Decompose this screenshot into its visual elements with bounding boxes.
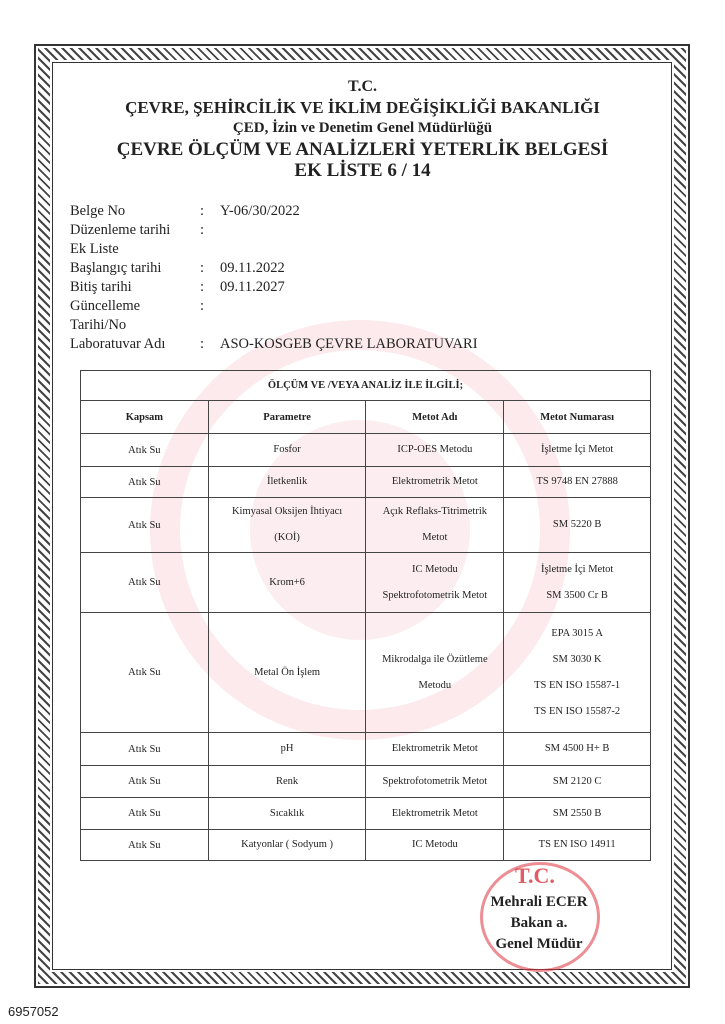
cell-kapsam: Atık Su	[81, 830, 209, 861]
info-colon: :	[200, 336, 205, 352]
cell-line: Katyonlar ( Sodyum )	[241, 839, 334, 850]
cell-line: Mikrodalga ile Özütleme	[382, 653, 488, 665]
cell-line: SM 4500 H+ B	[544, 743, 610, 754]
header-certificate-title: ÇEVRE ÖLÇÜM VE ANALİZLERİ YETERLİK BELGESİ	[116, 139, 609, 160]
cell-line: Sıcaklık	[269, 807, 305, 819]
cell-numara	[504, 613, 651, 733]
cell-numara	[504, 553, 651, 613]
signatory-on-behalf: Bakan a.	[510, 915, 568, 931]
cell-parametre	[208, 498, 366, 553]
cell-line: SM 5220 B	[552, 519, 602, 530]
cell-line: SM 3030 K	[552, 653, 602, 665]
scope-table	[80, 370, 651, 861]
document-header	[60, 76, 665, 181]
cell-line: Elektrometrik Metot	[391, 807, 478, 819]
table-row	[81, 553, 651, 613]
info-value: 09.11.2022	[220, 260, 285, 276]
table-row	[81, 798, 651, 830]
cell-kapsam: Atık Su	[81, 798, 209, 830]
cell-numara	[504, 766, 651, 798]
info-colon: :	[200, 298, 205, 314]
cell-metot	[366, 498, 504, 553]
signatory-title: Genel Müdür	[495, 936, 583, 952]
info-value: ASO-KOSGEB ÇEVRE LABORATUVARI	[220, 336, 478, 352]
cell-kapsam: Atık Su	[81, 467, 209, 498]
cell-numara	[504, 467, 651, 498]
cell-line: Elektrometrik Metot	[391, 476, 478, 487]
col-header-metot-numarasi: Metot Numarası	[504, 401, 651, 434]
signatory-name: Mehrali ECER	[490, 894, 588, 910]
cell-metot	[366, 766, 504, 798]
table-row	[81, 766, 651, 798]
cell-metot	[366, 830, 504, 861]
stamp-text: T.C.	[515, 863, 555, 888]
document-number: 6957052	[8, 1004, 59, 1019]
cell-line: pH	[280, 743, 294, 754]
col-header-kapsam: Kapsam	[81, 401, 209, 434]
cell-numara	[504, 434, 651, 467]
cell-kapsam: Atık Su	[81, 613, 209, 733]
cell-line: SM 2550 B	[552, 807, 602, 819]
col-header-parametre: Parametre	[208, 401, 366, 434]
cell-line: TS EN ISO 15587-1	[534, 679, 621, 691]
header-ministry: ÇEVRE, ŞEHİRCİLİK VE İKLİM DEĞİŞİKLİĞİ BAKANLIĞI	[125, 98, 600, 117]
col-header-metot-adi: Metot Adı	[366, 401, 504, 434]
cell-kapsam: Atık Su	[81, 553, 209, 613]
cell-parametre	[208, 467, 366, 498]
table-row	[81, 613, 651, 733]
cell-line: IC Metodu	[411, 563, 458, 575]
signature-block	[484, 892, 594, 955]
cell-parametre	[208, 733, 366, 766]
cell-kapsam: Atık Su	[81, 434, 209, 467]
cell-line: SM 3500 Cr B	[546, 589, 608, 601]
info-label: Tarihi/No	[70, 317, 127, 333]
table-row	[81, 830, 651, 861]
cell-line: Metot	[422, 532, 448, 543]
cell-line: TS 9748 EN 27888	[536, 476, 618, 487]
cell-line: Spektrofotometrik Metot	[382, 775, 488, 787]
cell-line: Krom+6	[269, 576, 305, 588]
info-label: Laboratuvar Adı	[70, 336, 166, 352]
table-row	[81, 498, 651, 553]
cell-metot	[366, 613, 504, 733]
cell-line: IC Metodu	[411, 839, 458, 850]
cell-kapsam: Atık Su	[81, 733, 209, 766]
cell-line: Metal Ön İşlem	[254, 666, 321, 678]
cell-line: Açık Reflaks-Titrimetrik	[382, 506, 487, 517]
cell-kapsam: Atık Su	[81, 498, 209, 553]
cell-line: SM 2120 C	[552, 775, 602, 787]
header-tc: T.C.	[347, 78, 378, 95]
cell-line: İletkenlik	[266, 476, 308, 487]
cell-metot	[366, 434, 504, 467]
info-value: Y-06/30/2022	[220, 203, 300, 219]
cell-line: Elektrometrik Metot	[391, 743, 478, 754]
table-row	[81, 434, 651, 467]
cell-line: TS EN ISO 15587-2	[534, 705, 621, 717]
cell-metot	[366, 733, 504, 766]
cell-line: Renk	[276, 775, 299, 787]
cell-parametre	[208, 766, 366, 798]
info-colon: :	[200, 222, 205, 238]
info-colon: :	[200, 203, 205, 219]
cell-line: Fosfor	[273, 444, 301, 455]
cell-parametre	[208, 434, 366, 467]
cell-numara	[504, 498, 651, 553]
info-colon: :	[200, 260, 205, 276]
cell-numara	[504, 830, 651, 861]
table-title: ÖLÇÜM VE /VEYA ANALİZ İLE İLGİLİ;	[81, 371, 651, 401]
cell-metot	[366, 798, 504, 830]
table-row	[81, 467, 651, 498]
cell-parametre	[208, 553, 366, 613]
cell-kapsam: Atık Su	[81, 766, 209, 798]
info-label: Düzenleme tarihi	[70, 222, 171, 238]
cell-line: ICP-OES Metodu	[397, 444, 473, 455]
info-label: Ek Liste	[70, 241, 119, 257]
info-label: Bitiş tarihi	[70, 279, 132, 295]
cell-line: Kimyasal Oksijen İhtiyacı	[231, 506, 343, 517]
header-list-number: EK LİSTE 6 / 14	[294, 160, 431, 181]
cell-line: EPA 3015 A	[551, 627, 603, 639]
info-colon: :	[200, 279, 205, 295]
cell-numara	[504, 798, 651, 830]
info-label: Belge No	[70, 203, 126, 219]
cell-line: (KOİ)	[274, 532, 300, 543]
header-directorate: ÇED, İzin ve Denetim Genel Müdürlüğü	[232, 120, 493, 136]
cell-line: Metodu	[418, 679, 452, 691]
info-value: 09.11.2027	[220, 279, 285, 295]
info-label: Başlangıç tarihi	[70, 260, 162, 276]
table-row	[81, 733, 651, 766]
cell-line: İşletme İçi Metot	[540, 444, 614, 455]
info-label: Güncelleme	[70, 298, 141, 314]
cell-metot	[366, 467, 504, 498]
cell-line: İşletme İçi Metot	[540, 563, 614, 575]
cell-line: TS EN ISO 14911	[538, 839, 616, 850]
cell-parametre	[208, 613, 366, 733]
cell-numara	[504, 733, 651, 766]
cell-line: Spektrofotometrik Metot	[382, 589, 488, 601]
cell-metot	[366, 553, 504, 613]
cell-parametre	[208, 798, 366, 830]
cell-parametre	[208, 830, 366, 861]
